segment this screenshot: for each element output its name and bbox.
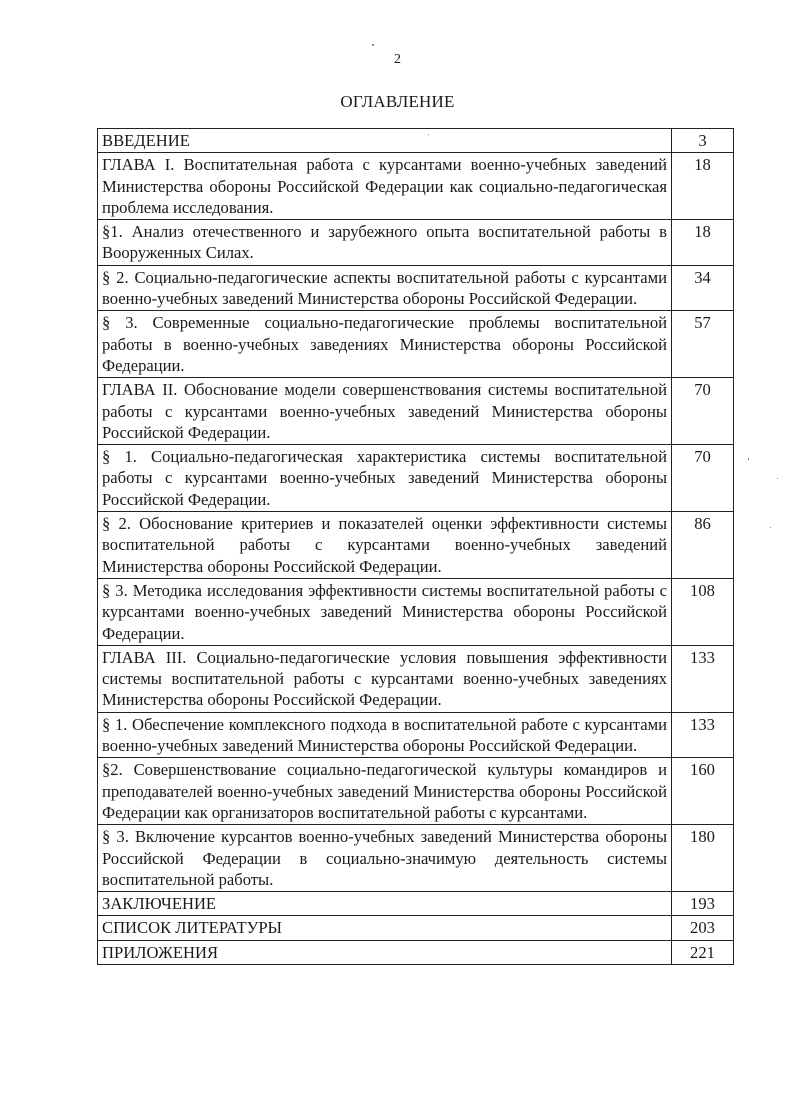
toc-entry-page: 86	[672, 512, 734, 579]
toc-entry-title: СПИСОК ЛИТЕРАТУРЫ	[98, 916, 672, 940]
toc-entry-page: 133	[672, 645, 734, 712]
toc-row	[98, 758, 734, 825]
toc-entry-page: 160	[672, 758, 734, 825]
scan-speck	[777, 478, 778, 479]
toc-entry-page: 108	[672, 578, 734, 645]
toc-entry-page: 70	[672, 445, 734, 512]
toc-entry-title: ГЛАВА I. Воспитательная работа с курсантами военно-учебных заведений Министерства обороны Российской Федерации как социально-педагогическая проблема исследования.	[98, 153, 672, 220]
toc-entry-title: ПРИЛОЖЕНИЯ	[98, 940, 672, 964]
toc-row	[98, 892, 734, 916]
toc-entry-page: 70	[672, 378, 734, 445]
toc-row	[98, 311, 734, 378]
toc-row	[98, 220, 734, 266]
toc-entry-title: § 3. Методика исследования эффективности системы воспитательной работы с курсантами военно-учебных заведений Министерства обороны Российской Федерации.	[98, 578, 672, 645]
toc-entry-title: § 1. Социально-педагогическая характеристика системы воспитательной работы с курсантами военно-учебных заведений Министерства обороны Российской Федерации.	[98, 445, 672, 512]
toc-row	[98, 265, 734, 311]
toc-entry-page: 18	[672, 153, 734, 220]
toc-row	[98, 578, 734, 645]
page-number: 2	[394, 52, 401, 67]
toc-row	[98, 645, 734, 712]
page-title: ОГЛАВЛЕНИЕ	[340, 92, 455, 111]
toc-row	[98, 712, 734, 758]
toc-row	[98, 825, 734, 892]
toc-entry-title: § 1. Обеспечение комплексного подхода в воспитательной работе с курсантами военно-учебных заведений Министерства обороны Российской Федерации.	[98, 712, 672, 758]
toc-row	[98, 940, 734, 964]
table-of-contents	[97, 128, 734, 965]
toc-row	[98, 445, 734, 512]
toc-entry-title: §2. Совершенствование социально-педагогической культуры командиров и преподавателей военно-учебных заведений Министерства обороны Российской Федерации как организаторов воспитательной работы с курсантами.	[98, 758, 672, 825]
toc-entry-title: § 3. Включение курсантов военно-учебных заведений Министерства обороны Российской Федерации в социально-значимую деятельность системы воспитательной работы.	[98, 825, 672, 892]
toc-entry-title: ЗАКЛЮЧЕНИЕ	[98, 892, 672, 916]
toc-entry-title: §1. Анализ отечественного и зарубежного опыта воспитательной работы в Вооруженных Силах.	[98, 220, 672, 266]
toc-entry-page: 203	[672, 916, 734, 940]
toc-entry-title: § 3. Современные социально-педагогические проблемы воспитательной работы в военно-учебных заведениях Министерства обороны Российской Федерации.	[98, 311, 672, 378]
toc-entry-page: 34	[672, 265, 734, 311]
toc-entry-page: 180	[672, 825, 734, 892]
toc-row	[98, 129, 734, 153]
toc-entry-title: § 2. Обоснование критериев и показателей оценки эффективности системы воспитательной работы с курсантами военно-учебных заведений Министерства обороны Российской Федерации.	[98, 512, 672, 579]
toc-row	[98, 916, 734, 940]
toc-entry-page: 133	[672, 712, 734, 758]
toc-entry-page: 3	[672, 129, 734, 153]
scan-speck	[748, 458, 749, 460]
toc-entry-title: ВВЕДЕНИЕ	[98, 129, 672, 153]
toc-entry-page: 57	[672, 311, 734, 378]
toc-entry-page: 193	[672, 892, 734, 916]
toc-entry-title: ГЛАВА II. Обоснование модели совершенствования системы воспитательной работы с курсантами военно-учебных заведений Министерства обороны Российской Федерации.	[98, 378, 672, 445]
scan-speck	[770, 527, 771, 528]
toc-entry-title: § 2. Социально-педагогические аспекты воспитательной работы с курсантами военно-учебных заведений Министерства обороны Российской Федерации.	[98, 265, 672, 311]
toc-entry-page: 18	[672, 220, 734, 266]
toc-row	[98, 153, 734, 220]
toc-entry-page: 221	[672, 940, 734, 964]
scan-speck	[372, 44, 374, 46]
toc-row	[98, 512, 734, 579]
toc-entry-title: ГЛАВА III. Социально-педагогические условия повышения эффективности системы воспитательной работы с курсантами военно-учебных заведениях Министерства обороны Российской Федерации.	[98, 645, 672, 712]
scan-speck	[428, 134, 429, 135]
toc-row	[98, 378, 734, 445]
